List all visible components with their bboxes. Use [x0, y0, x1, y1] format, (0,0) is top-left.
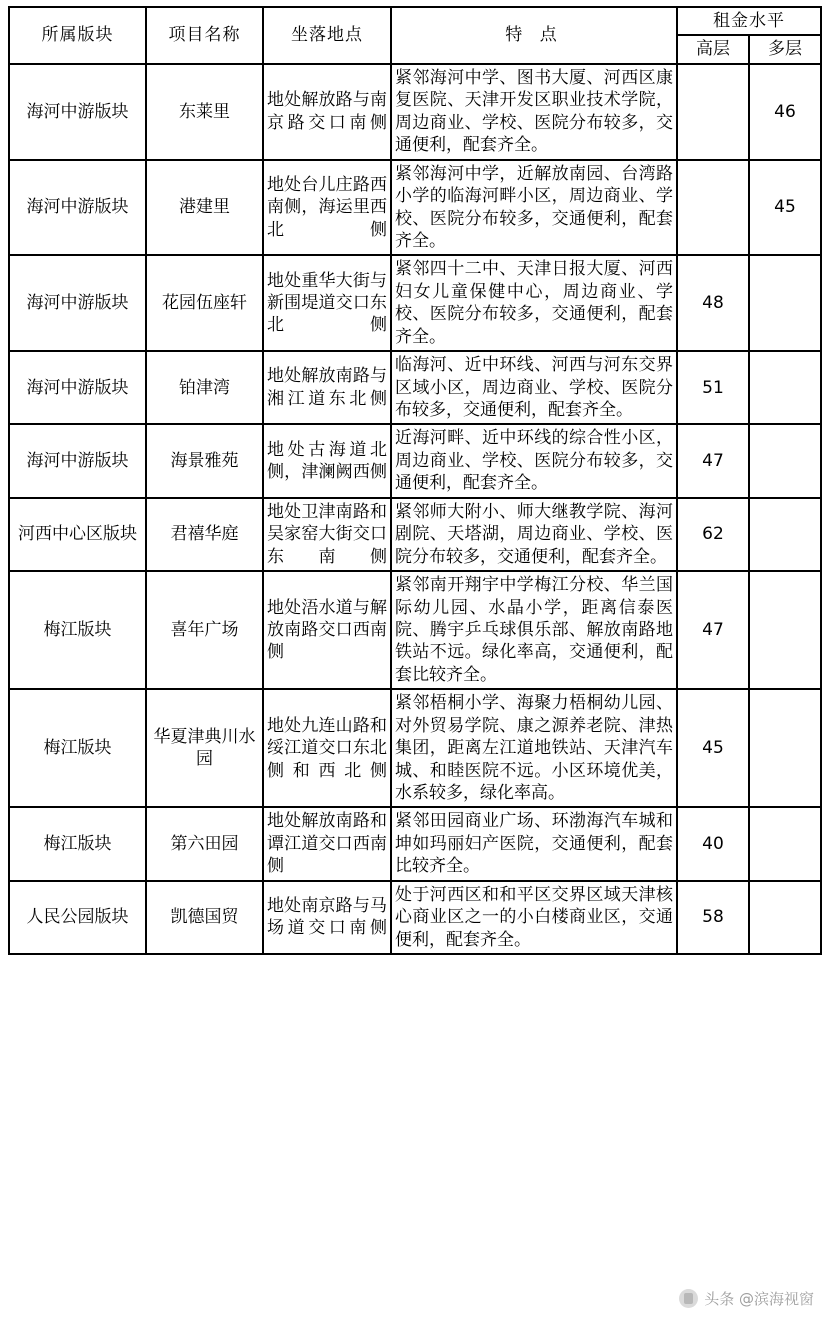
cell-high-rise: [677, 160, 749, 256]
cell-location: 地处重华大街与新围堤道交口东北侧: [263, 255, 391, 351]
header-multi-story: 多层: [749, 35, 821, 63]
watermark: [679, 1288, 814, 1309]
cell-block: 梅江版块: [9, 807, 146, 880]
table-row: [9, 689, 821, 807]
cell-name: 君禧华庭: [146, 498, 263, 571]
cell-high-rise: 48: [677, 255, 749, 351]
header-block: 所属版块: [9, 7, 146, 64]
table-row: [9, 807, 821, 880]
cell-features: 紧邻四十二中、天津日报大厦、河西妇女儿童保健中心，周边商业、学校、医院分布较多，交通便利，配套齐全。: [391, 255, 677, 351]
cell-multi-story: [749, 689, 821, 807]
table-body: [9, 64, 821, 954]
cell-location: 地处台儿庄路西南侧，海运里西北侧: [263, 160, 391, 256]
cell-features: 紧邻梧桐小学、海聚力梧桐幼儿园、对外贸易学院、康之源养老院、津热集团，距离左江道地铁站、天津汽车城、和睦医院不远。小区环境优美，水系较多，绿化率高。: [391, 689, 677, 807]
cell-block: 海河中游版块: [9, 351, 146, 424]
table-header: [9, 7, 821, 64]
toutiao-logo-icon: [679, 1289, 698, 1308]
table-row: [9, 571, 821, 689]
cell-multi-story: [749, 424, 821, 497]
cell-block: 河西中心区版块: [9, 498, 146, 571]
cell-name: 华夏津典川水园: [146, 689, 263, 807]
cell-multi-story: [749, 255, 821, 351]
header-rent-level: 租金水平: [677, 7, 821, 35]
cell-name: 东莱里: [146, 64, 263, 160]
cell-features: 紧邻海河中学，近解放南园、台湾路小学的临海河畔小区，周边商业、学校、医院分布较多，交通便利，配套齐全。: [391, 160, 677, 256]
rent-level-table: [8, 6, 822, 955]
cell-location: 地处解放南路与湘江道东北侧: [263, 351, 391, 424]
table-row: [9, 498, 821, 571]
cell-high-rise: 51: [677, 351, 749, 424]
cell-features: 临海河、近中环线、河西与河东交界区域小区，周边商业、学校、医院分布较多，交通便利，配套齐全。: [391, 351, 677, 424]
cell-location: 地处九连山路和绥江道交口东北侧和西北侧: [263, 689, 391, 807]
cell-high-rise: 62: [677, 498, 749, 571]
cell-high-rise: 47: [677, 571, 749, 689]
cell-location: 地处卫津南路和吴家窑大街交口东南侧: [263, 498, 391, 571]
cell-block: 梅江版块: [9, 571, 146, 689]
table-row: [9, 351, 821, 424]
cell-name: 凯德国贸: [146, 881, 263, 954]
cell-multi-story: [749, 881, 821, 954]
cell-high-rise: 40: [677, 807, 749, 880]
cell-features: 紧邻海河中学、图书大厦、河西区康复医院、天津开发区职业技术学院，周边商业、学校、医院分布较多，交通便利，配套齐全。: [391, 64, 677, 160]
cell-name: 喜年广场: [146, 571, 263, 689]
header-high-rise: 高层: [677, 35, 749, 63]
table-header-row-1: [9, 7, 821, 35]
cell-name: 海景雅苑: [146, 424, 263, 497]
cell-name: 铂津湾: [146, 351, 263, 424]
cell-block: 海河中游版块: [9, 424, 146, 497]
cell-features: 处于河西区和和平区交界区域天津核心商业区之一的小白楼商业区，交通便利，配套齐全。: [391, 881, 677, 954]
cell-block: 人民公园版块: [9, 881, 146, 954]
cell-multi-story: [749, 498, 821, 571]
cell-multi-story: 45: [749, 160, 821, 256]
table-row: [9, 881, 821, 954]
cell-features: 紧邻师大附小、师大继教学院、海河剧院、天塔湖，周边商业、学校、医院分布较多，交通便利，配套齐全。: [391, 498, 677, 571]
cell-name: 第六田园: [146, 807, 263, 880]
cell-multi-story: [749, 807, 821, 880]
cell-block: 海河中游版块: [9, 255, 146, 351]
table-row: [9, 64, 821, 160]
cell-features: 近海河畔、近中环线的综合性小区，周边商业、学校、医院分布较多，交通便利，配套齐全。: [391, 424, 677, 497]
cell-block: 海河中游版块: [9, 64, 146, 160]
cell-multi-story: 46: [749, 64, 821, 160]
cell-block: 海河中游版块: [9, 160, 146, 256]
cell-location: 地处古海道北侧，津澜阙西侧: [263, 424, 391, 497]
watermark-text: 头条 @滨海视窗: [704, 1290, 814, 1308]
cell-block: 梅江版块: [9, 689, 146, 807]
header-location: 坐落地点: [263, 7, 391, 64]
header-name: 项目名称: [146, 7, 263, 64]
cell-name: 花园伍座轩: [146, 255, 263, 351]
cell-high-rise: [677, 64, 749, 160]
cell-high-rise: 47: [677, 424, 749, 497]
cell-multi-story: [749, 571, 821, 689]
cell-high-rise: 58: [677, 881, 749, 954]
cell-location: 地处解放南路和谭江道交口西南侧: [263, 807, 391, 880]
cell-location: 地处南京路与马场道交口南侧: [263, 881, 391, 954]
cell-high-rise: 45: [677, 689, 749, 807]
cell-location: 地处解放路与南京路交口南侧: [263, 64, 391, 160]
cell-features: 紧邻田园商业广场、环渤海汽车城和坤如玛丽妇产医院，交通便利，配套比较齐全。: [391, 807, 677, 880]
cell-multi-story: [749, 351, 821, 424]
table-row: [9, 160, 821, 256]
cell-features: 紧邻南开翔宇中学梅江分校、华兰国际幼儿园、水晶小学，距离信泰医院、腾宇乒乓球俱乐部、解放南路地铁站不远。绿化率高，交通便利，配套比较齐全。: [391, 571, 677, 689]
header-features: 特 点: [391, 7, 677, 64]
cell-name: 港建里: [146, 160, 263, 256]
cell-location: 地处浯水道与解放南路交口西南侧: [263, 571, 391, 689]
table-row: [9, 255, 821, 351]
table-row: [9, 424, 821, 497]
